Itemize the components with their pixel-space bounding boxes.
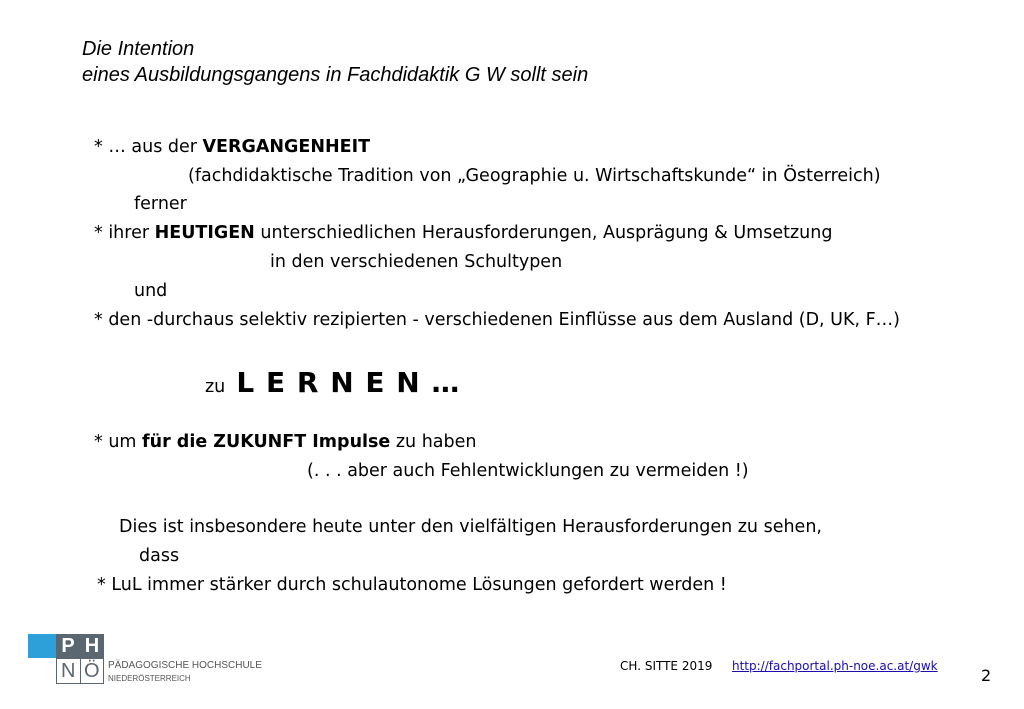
- line-today-suffix: unterschiedlichen Herausforderungen, Ausprägung & Umsetzung: [254, 223, 833, 243]
- footer-url-link[interactable]: http://fachportal.ph-noe.ac.at/gwk: [732, 659, 938, 673]
- line-future: [94, 432, 477, 452]
- logo-name-line-2: NIEDERÖSTERREICH: [108, 674, 191, 683]
- line-past: [94, 137, 370, 157]
- line-past-prefix: * … aus der: [94, 137, 203, 157]
- line-future-suffix: zu haben: [390, 432, 477, 452]
- logo-letter-p: P: [61, 635, 75, 657]
- line-dass: dass: [139, 546, 180, 566]
- logo-letter-oe: Ö: [83, 660, 100, 682]
- line-und: und: [134, 281, 168, 301]
- line-lernen: [205, 366, 460, 399]
- slide-title: [82, 36, 588, 88]
- lernen-heading: L E R N E N …: [236, 366, 461, 399]
- logo-letter-n: N: [57, 659, 81, 683]
- line-ferner: ferner: [134, 194, 187, 214]
- title-line-2: eines Ausbildungsgangens in Fachdidaktik G W sollt sein: [82, 64, 589, 86]
- line-tradition: (fachdidaktische Tradition von „Geographie u. Wirtschaftskunde“ in Österreich): [188, 166, 881, 186]
- line-today-prefix: * ihrer: [94, 223, 155, 243]
- keyword-zukunft: für die ZUKUNFT Impulse: [142, 432, 391, 452]
- line-fehlentwicklungen: (. . . aber auch Fehlentwicklungen zu vermeiden !): [307, 461, 749, 481]
- footer-author: CH. SITTE 2019: [620, 659, 713, 673]
- title-line-1: Die Intention: [82, 38, 195, 60]
- logo-block-blue: [28, 634, 56, 658]
- keyword-vergangenheit: VERGANGENHEIT: [202, 137, 371, 157]
- line-today: [94, 223, 832, 243]
- lernen-zu: zu: [205, 377, 226, 397]
- line-dies: Dies ist insbesondere heute unter den vielfältigen Herausforderungen zu sehen,: [119, 517, 822, 537]
- line-schultypen: in den verschiedenen Schultypen: [270, 252, 563, 272]
- keyword-heutigen: HEUTIGEN: [154, 223, 255, 243]
- logo-name-line-1: PÄDAGOGISCHE HOCHSCHULE: [108, 660, 262, 671]
- line-lul: * LuL immer stärker durch schulautonome Lösungen gefordert werden !: [97, 575, 727, 595]
- logo-block-ph: [56, 634, 104, 658]
- line-future-prefix: * um: [94, 432, 143, 452]
- logo-block-noe: [56, 658, 104, 684]
- line-abroad: * den -durchaus selektiv rezipierten - verschiedenen Einflüsse aus dem Ausland (D, UK, F…): [94, 310, 900, 330]
- page-number: 2: [981, 666, 992, 685]
- logo-letter-h: H: [84, 635, 100, 657]
